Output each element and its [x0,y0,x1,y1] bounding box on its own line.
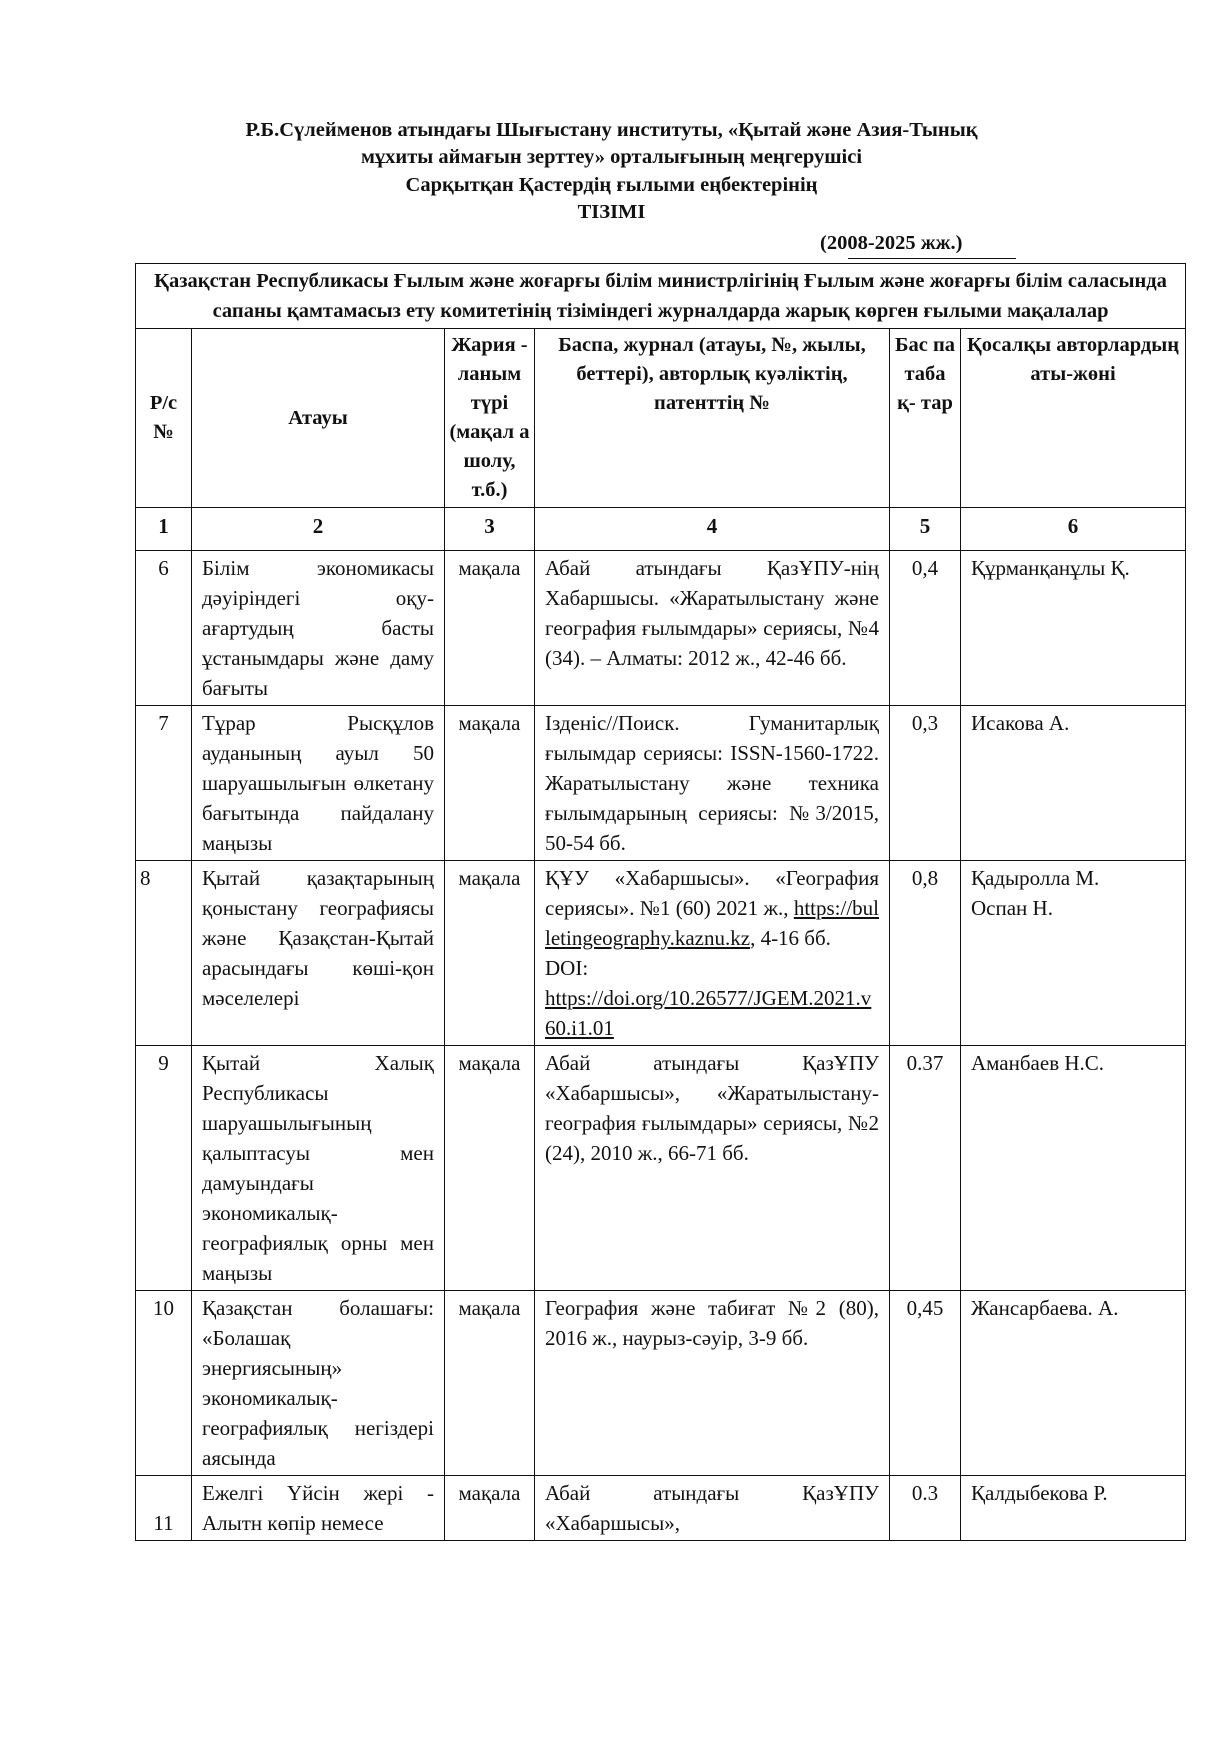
coauthor-name: Қадыролла М. [971,866,1100,890]
column-number: 6 [961,508,1186,551]
row-coauthors: Аманбаев Н.С. [961,1046,1186,1291]
row-pages: 0.3 [890,1476,961,1541]
bulletin-link[interactable]: https://bulletingeography.kaznu.kz [545,896,879,950]
publication-text: ҚҰУ «Хабаршысы». «География сериясы». №1 (60) 2021 ж., [545,866,879,920]
years-range: (2008-2025 жж.) [820,232,963,254]
row-title: Ежелгі Үйсін жері - Алытн көпір немесе [192,1476,445,1541]
row-title: Қытай қазақтарының қоныстану географиясы және Қазақстан-Қытай арасындағы көші-қон мәселелері [192,861,445,1046]
header-line-2: мұхиты аймағын зерттеу» орталығының меңгерушісі [360,146,863,168]
row-title: Қытай Халық Республикасы шаруашылығының қалыптасуы мен дамуындағы экономикалық-географиялық орны мен маңызы [192,1046,445,1291]
row-type: мақала [445,1046,535,1291]
row-index: 10 [136,1291,192,1476]
row-title: Білім экономикасы дәуіріндегі оқу-ағартудың басты ұстанымдары және даму бағыты [192,551,445,706]
header-title: Атауы [192,329,445,508]
header-pages: Бас па таба қ- тар [890,329,961,508]
document-title: ТІЗІМІ [577,201,646,223]
doi-label: DOI: [545,956,589,980]
row-coauthors: Құрманқанұлы Қ. [961,551,1186,706]
row-publication: География және табиғат №2 (80), 2016 ж., наурыз-сәуір, 3-9 бб. [535,1291,890,1476]
row-publication [535,861,890,1046]
row-type: мақала [445,551,535,706]
row-type: мақала [445,861,535,1046]
row-type: мақала [445,706,535,861]
row-index: 9 [136,1046,192,1291]
row-publication: Абай атындағы ҚазҰПУ-нің Хабаршысы. «Жаратылыстану және география ғылымдары» сериясы, №4 (34). – Алматы: 2012 ж., 42-46 бб. [535,551,890,706]
row-publication: Ізденіс//Поиск. Гуманитарлық ғылымдар сериясы: ISSN-1560-1722. Жаратылыстану және техника ғылымдарының сериясы: №3/2015, 50-54 бб. [535,706,890,861]
table-row [136,1291,1186,1476]
row-index: 6 [136,551,192,706]
column-number: 3 [445,508,535,551]
table-row [136,551,1186,706]
row-pages: 0,4 [890,551,961,706]
row-title: Қазақстан болашағы: «Болашақ энергиясының» экономикалық-географиялық негіздері аясында [192,1291,445,1476]
header-type: Жария - ланым түрі (мақал а шолу, т.б.) [445,329,535,508]
publication-pages: , 4-16 бб. [750,926,831,950]
header-line-1: Р.Б.Сүлейменов атындағы Шығыстану институты, «Қытай және Азия-Тынық [245,119,978,141]
row-index: 11 [136,1476,192,1541]
header-index: Р/с № [136,329,192,508]
header-coauthors: Қосалқы авторлардың аты-жөні [961,329,1186,508]
row-type: мақала [445,1476,535,1541]
row-pages: 0,45 [890,1291,961,1476]
row-type: мақала [445,1291,535,1476]
header-line-3: Сарқытқан Қастердің ғылыми еңбектерінің [405,174,818,196]
table-row [136,706,1186,861]
coauthor-name: Оспан Н. [971,896,1053,920]
header-publication: Баспа, журнал (атауы, №, жылы, беттері), авторлық куәліктің, патенттің № [535,329,890,508]
column-number: 1 [136,508,192,551]
row-publication: Абай атындағы ҚазҰПУ «Хабаршысы», [535,1476,890,1541]
row-title: Тұрар Рысқұлов ауданының ауыл 50 шаруашылығын өлкетану бағытында пайдалану маңызы [192,706,445,861]
years-divider [848,258,1016,259]
row-publication: Абай атындағы ҚазҰПУ «Хабаршысы», «Жаратылыстану-география ғылымдары» сериясы, №2 (24), 2010 ж., 66-71 бб. [535,1046,890,1291]
row-coauthors: Жансарбаева. А. [961,1291,1186,1476]
column-number: 4 [535,508,890,551]
table-banner: Қазақстан Республикасы Ғылым және жоғарғы білім министрлігінің Ғылым және жоғарғы білім саласында сапаны қамтамасыз ету комитетінің тізіміндегі журналдарда жарық көрген ғылыми мақалалар [136,264,1186,329]
table-banner-row [136,264,1186,329]
row-coauthors: Исакова А. [961,706,1186,861]
publications-table [135,263,1186,1541]
column-number-row [136,508,1186,551]
doi-link[interactable]: https://doi.org/10.26577/JGEM.2021.v60.i1.01 [545,986,872,1040]
column-number: 2 [192,508,445,551]
column-number: 5 [890,508,961,551]
table-row [136,1476,1186,1541]
row-coauthors: Қалдыбекова Р. [961,1476,1186,1541]
table-row [136,1046,1186,1291]
row-coauthors [961,861,1186,1046]
table-header-row [136,329,1186,508]
row-index: 8 [136,861,192,1046]
row-pages: 0.37 [890,1046,961,1291]
row-index: 7 [136,706,192,861]
row-pages: 0,8 [890,861,961,1046]
row-pages: 0,3 [890,706,961,861]
table-row [136,861,1186,1046]
